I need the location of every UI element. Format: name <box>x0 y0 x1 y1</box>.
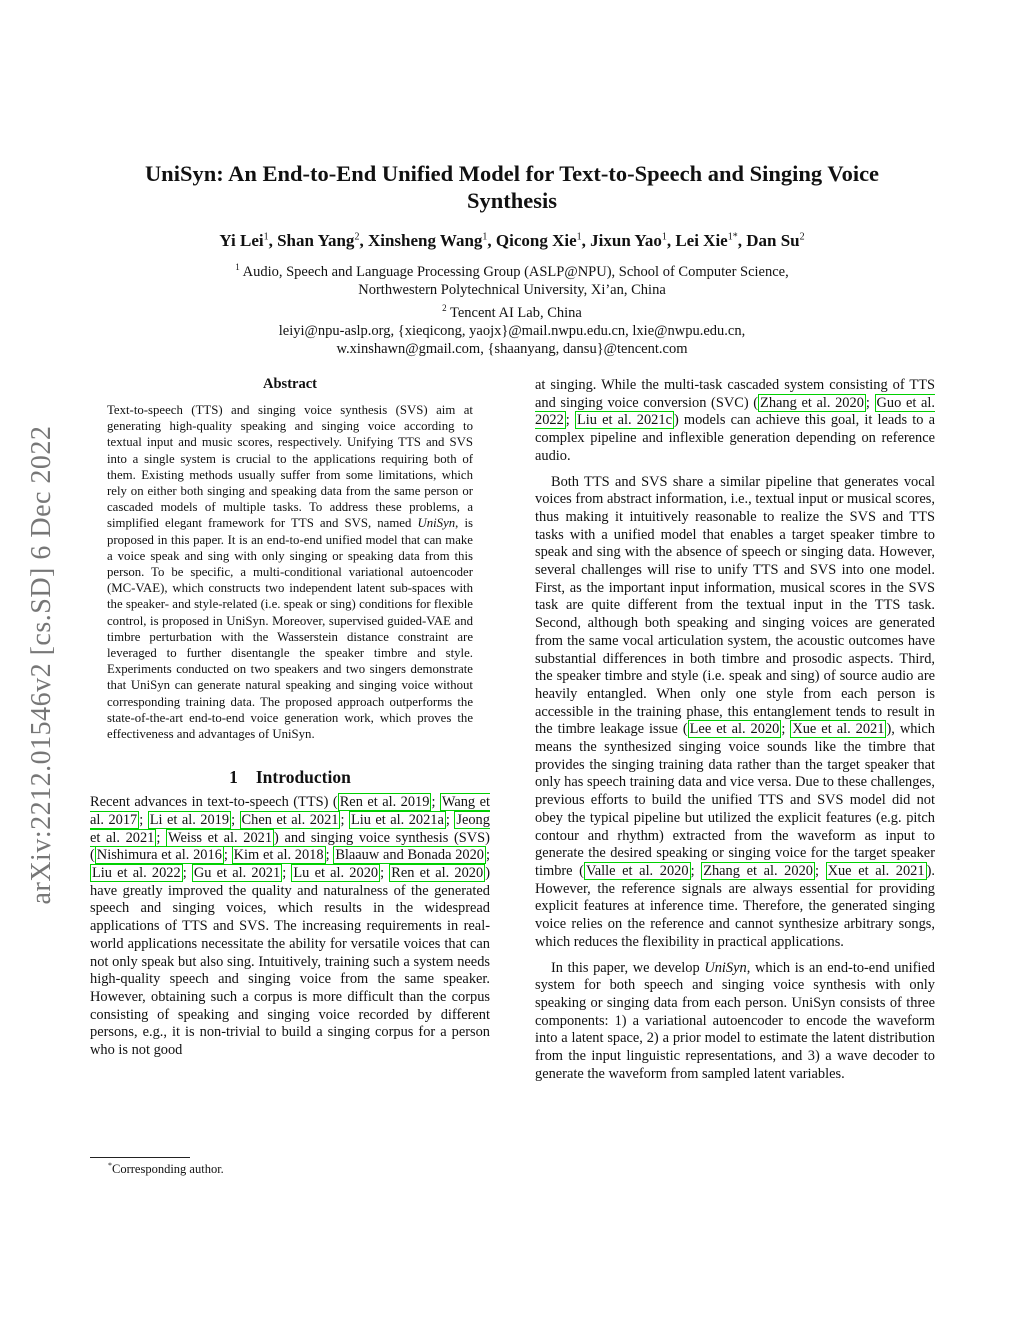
citation-link[interactable]: Li et al. 2019 <box>149 811 230 828</box>
author-list: Yi Lei$^1$, Shan Yang$^2$, Xinsheng Wang$^1$, Qicong Xie$^1$, Jixun Yao$^1$, Lei Xie$^{1*}$, Dan Su$^2$ <box>219 231 805 250</box>
citation-link[interactable]: Xue et al. 2021 <box>827 862 925 879</box>
footnote-rule <box>90 1157 190 1158</box>
author: Jixun Yao$^1$ <box>590 231 667 250</box>
intro-paragraph-1-continued: at singing. While the multi-task cascaded system consisting of TTS and singing voice conversion (SVC) ( Zhang et al. 2020 ; Guo et al. 2022 ; Liu et al. 2021c ) models can achieve this goal, it leads to a complex pipeline and inflexible generation depending on reference audio. <box>535 377 935 464</box>
citation-link[interactable]: Liu et al. 2021a <box>350 811 444 828</box>
arxiv-id-text: arXiv:2212.01546v2 [cs.SD] 6 Dec 2022 <box>26 425 57 905</box>
citation-link[interactable]: Zhang et al. 2020 <box>703 862 813 879</box>
section-heading-introduction <box>90 767 490 788</box>
citation-link[interactable]: Weiss et al. 2021 <box>168 829 273 846</box>
intro-paragraph-2: Both TTS and SVS share a similar pipeline that generates vocal voices from abstract information, i.e., textual input or musical scores, thus making it intuitively reasonable to realize the SVS and TTS tasks with a unified model that enables a target speaker timbre to speak and sing with the absence of speech or singing data. However, several challenges will rise to unify TTS and SVS into one model. First, as the important input information, musical scores in the SVS task are quite different from the textual input in the TTS task. Second, although both speaking and singing voices are generated from the same vocal articulation system, the acoustic outcomes have substantial differences in both timbre and prosodic aspects. Third, the speaker timbre and style (i.e. speak and sing) of source audio are heavily entangled. When only one style from each person is accessible in the training phase, this entanglement tends to result in the timbre leakage issue ( Lee et al. 2020 ; Xue et al. 2021 ), which means the synthesized singing voice sounds like the timbre that provides the singing training data rather than the target speaker that only has speech training data and vice versa. Due to these challenges, previous efforts to build the unified TTS and SVS model did not obey the typical pipeline but utilized the explicit features (e.g. pitch contour and rhythm) extracted from the waveform as input to generate the desired speaking or singing voice for the target speaker timbre ( Valle et al. 2020 ; Zhang et al. 2020 ; Xue et al. 2021 ). However, the reference signals are always essential for providing explicit features at inference time. Therefore, the generated singing voice relies on the reference and cannot synthesize arbitrary songs, which reduces the flexibility in practical applications. <box>535 473 936 950</box>
author: Qicong Xie$^1$ <box>495 231 582 250</box>
citation-link[interactable]: Zhang et al. 2020 <box>760 394 864 411</box>
author: Lei Xie$^{1*}$ <box>675 231 738 250</box>
citation-link[interactable]: Jeong et al. 2021 <box>90 811 490 846</box>
section-number: 1 <box>229 767 238 788</box>
citation-link[interactable]: Ren et al. 2020 <box>391 865 484 882</box>
citation-link[interactable]: Lee et al. 2020 <box>689 721 780 738</box>
citation-link[interactable]: Liu et al. 2022 <box>92 865 181 882</box>
affiliation-2: $^2$ Tencent AI Lab, China <box>442 303 582 322</box>
left-column <box>90 376 490 1060</box>
citation-link[interactable]: Valle et al. 2020 <box>585 862 689 879</box>
author: Shan Yang$^2$ <box>277 231 360 250</box>
citation-link[interactable]: Chen et al. 2021 <box>241 811 339 828</box>
title-line-2: Synthesis <box>466 188 558 213</box>
abstract-body: Text-to-speech (TTS) and singing voice synthesis (SVS) aim at generating high-quality speaking and singing voice according to textual input and music scores, respectively. Unifying TTS and SVS into a single system is crucial to the applications requiring both of them. Existing methods usually suffer from some limitations, which rely on either both singing and speaking data from the same person or cascaded models of multiple tasks. To address these problems, a simplified elegant framework for TTS and SVS, named UniSyn, is proposed in this paper. It is an end-to-end unified model that can make a voice speak and sing with only singing or speaking data from this person. To be specific, a multi-conditional variational autoencoder (MC-VAE), which constructs two independent latent sub-spaces with the speaker- and style-related (i.e. speak or sing) conditions for flexible control, is proposed in UniSyn. Moreover, supervised guided-VAE and timbre perturbation with the Wasserstein distance constraint are leveraged to further disentangle the speaker timbre and style. Experiments conducted on two speakers and two singers demonstrate that UniSyn can generate natural speaking and singing voice without corresponding training data. The proposed approach outperforms the state-of-the-art end-to-end voice generation work, which proves the effectiveness and advantages of UniSyn. <box>107 403 473 742</box>
citation-link[interactable]: Guo et al. 2022 <box>535 394 935 429</box>
author: Xinsheng Wang$^1$ <box>367 231 488 250</box>
citation-link[interactable]: Lu et al. 2020 <box>293 865 379 882</box>
citation-link[interactable]: Ren et al. 2019 <box>339 794 430 811</box>
citation-link[interactable]: Gu et al. 2021 <box>193 865 281 882</box>
author: Dan Su$^2$ <box>746 231 805 250</box>
intro-paragraph-1: Recent advances in text-to-speech (TTS) ( Ren et al. 2019 ; Wang et al. 2017 ; Li et al. 2019 ; Chen et al. 2021 ; Liu et al. 2021a ; Jeong et al. 2021 ; Weiss et al. 2021 ) and singing voice synthesis (SVS) ( Nishimura et al. 2016 ; Kim et al. 2018 ; Blaauw and Bonada 2020 ; Liu et al. 2022 ; Gu et al. 2021 ; Lu et al. 2020 ; Ren et al. 2020 ) have greatly improved the quality and naturalness of the generated speech and singing voices, which results in the widespread applications of TTS and SVS. The increasing requirements in real-world applications necessitate the ability for versatile voices that can not only speak but also sing. Intuitively, training such a system needs high-quality speech and singing voice from the same speaker. However, obtaining such a corpus is more difficult than the corpus consisting of speaking and singing voice recorded by different persons, e.g., it is non-trivial to build a singing corpus for a person who is not good <box>90 794 490 1059</box>
intro-paragraph-3: In this paper, we develop UniSyn, which is an end-to-end unified system for both speech and singing voice synthesis with only speaking or singing data from each person. UniSyn consists of three components: 1) a variational autoencoder to encode the waveform into a latent space, 2) a prior model to estimate the latent distribution from the input linguistic representations, and 3) a wave decoder to generate the waveform from sampled latent variables. <box>535 959 935 1082</box>
citation-link[interactable]: Xue et al. 2021 <box>792 721 885 738</box>
paper-title <box>110 160 914 214</box>
affiliation-1-location: Northwestern Polytechnical University, Xi’an, China <box>358 282 666 299</box>
footnote: *Corresponding author. <box>108 1161 224 1177</box>
author: Yi Lei$^1$ <box>219 231 269 250</box>
citation-link[interactable]: Nishimura et al. 2016 <box>96 847 222 864</box>
affiliations <box>110 258 914 359</box>
section-title: Introduction <box>255 767 351 788</box>
email-line-1: leiyi@npu-aslp.org, {xieqicong, yaojx}@mail.nwpu.edu.cn, lxie@nwpu.edu.cn, <box>278 323 746 340</box>
right-column <box>535 377 935 1083</box>
affiliation-1: $^1$ Audio, Speech and Language Processing Group (ASLP@NPU), School of Computer Science, <box>235 262 789 280</box>
citation-link[interactable]: Liu et al. 2021c <box>576 412 672 429</box>
citation-link[interactable]: Wang et al. 2017 <box>90 794 490 828</box>
citation-link[interactable]: Blaauw and Bonada 2020 <box>335 847 484 864</box>
email-line-2: w.xinshawn@gmail.com, {shaanyang, dansu}@tencent.com <box>336 341 688 358</box>
title-line-1: UniSyn: An End-to-End Unified Model for Text-to-Speech and Singing Voice <box>144 161 880 186</box>
abstract-heading: Abstract <box>263 376 317 392</box>
citation-link[interactable]: Kim et al. 2018 <box>233 847 324 864</box>
arxiv-side-identifier <box>20 365 64 965</box>
